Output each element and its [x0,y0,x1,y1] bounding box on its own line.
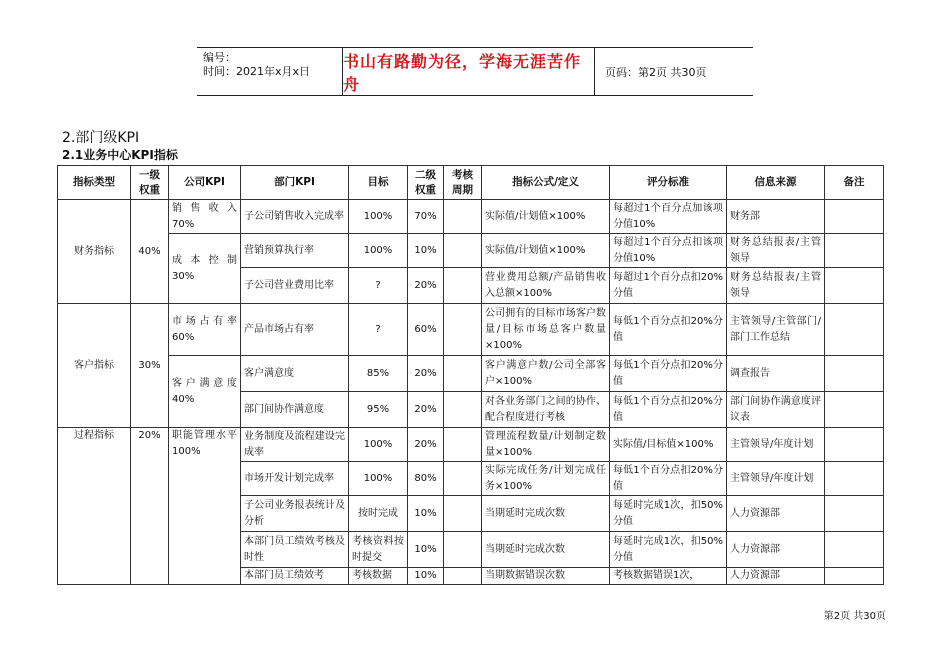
section-title: 2.部门级KPI [62,130,140,146]
target: 考核资料按时提交 [349,532,408,568]
period [444,462,482,496]
dept-kpi: 市场开发计划完成率 [241,462,349,496]
dept-kpi: 部门间协作满意度 [241,392,349,428]
target: ? [349,268,408,304]
weight2: 10% [408,532,444,568]
target: 100% [349,462,408,496]
period [444,392,482,428]
scoring: 每超过1个百分点扣该项分值10% [610,234,727,268]
target: 100% [349,234,408,268]
page-footer: 第2页 共30页 [823,611,886,622]
scoring: 每超过1个百分点加该项分值10% [610,200,727,234]
weight2: 20% [408,268,444,304]
scoring: 每低1个百分点扣20%分值 [610,392,727,428]
formula: 管理流程数量/计划制定数量×100% [482,428,610,462]
header-period: 考核 周期 [444,166,482,200]
weight2: 10% [408,568,444,585]
source: 部门间协作满意度评议表 [727,392,825,428]
weight2: 70% [408,200,444,234]
formula: 当期延时完成次数 [482,532,610,568]
source: 人力资源部 [727,532,825,568]
header-weight1: 一级 权重 [131,166,169,200]
formula: 实际值/计划值×100% [482,200,610,234]
formula: 当期延时完成次数 [482,496,610,532]
type-customer: 客户指标 [58,304,131,428]
note [825,568,884,585]
source: 主管领导/年度计划 [727,462,825,496]
period [444,200,482,234]
period [444,428,482,462]
formula: 对各业务部门之间的协作、配合程度进行考核 [482,392,610,428]
scoring: 每低1个百分点扣20%分值 [610,356,727,392]
note [825,428,884,462]
weight2: 20% [408,428,444,462]
note [825,392,884,428]
dept-kpi: 本部门员工绩效考核及时性 [241,532,349,568]
header-company-kpi: 公司KPI [169,166,241,200]
formula: 实际值/计划值×100% [482,234,610,268]
scoring: 每低1个百分点扣20%分值 [610,304,727,356]
source: 财务总结报表/主管领导 [727,234,825,268]
note [825,496,884,532]
scoring: 每低1个百分点扣20%分值 [610,462,727,496]
weight2: 10% [408,234,444,268]
header-scoring: 评分标准 [610,166,727,200]
target: 95% [349,392,408,428]
weight2: 10% [408,496,444,532]
dept-kpi: 业务制度及流程建设完成率 [241,428,349,462]
table-row [58,428,884,462]
note [825,356,884,392]
source: 主管领导/主管部门/部门工作总结 [727,304,825,356]
scoring: 每延时完成1次，扣50%分值 [610,496,727,532]
type-finance: 财务指标 [58,200,131,304]
weight2: 60% [408,304,444,356]
period [444,496,482,532]
source: 财务部 [727,200,825,234]
source: 主管领导/年度计划 [727,428,825,462]
target: 85% [349,356,408,392]
period [444,234,482,268]
table-row [58,356,884,392]
page-header [197,47,753,96]
dept-kpi: 子公司营业费用比率 [241,268,349,304]
source: 人力资源部 [727,496,825,532]
company-kpi-cost: 成 本 控 制30% [169,234,241,304]
header-formula: 指标公式/定义 [482,166,610,200]
formula: 营业费用总额/产品销售收入总额×100% [482,268,610,304]
type-process: 过程指标 [58,428,131,585]
source: 人力资源部 [727,568,825,585]
header-note: 备注 [825,166,884,200]
formula: 公司拥有的目标市场客户数量/目标市场总客户数量×100% [482,304,610,356]
period [444,532,482,568]
subsection-title: 2.1业务中心KPI指标 [62,148,178,162]
company-kpi-mgmt: 职能管理水平100% [169,428,241,585]
period [444,304,482,356]
dept-kpi: 客户满意度 [241,356,349,392]
period [444,568,482,585]
weight-customer: 30% [131,304,169,428]
note [825,462,884,496]
number-label: 编号： [203,51,236,64]
dept-kpi: 本部门员工绩效考 [241,568,349,585]
weight2: 80% [408,462,444,496]
company-kpi-sales: 销 售 收 入70% [169,200,241,234]
dept-kpi: 产品市场占有率 [241,304,349,356]
company-kpi-satisfaction: 客户满意度40% [169,356,241,428]
target: 考核数据 [349,568,408,585]
weight2: 20% [408,356,444,392]
formula: 客户满意户数/公司全部客户×100% [482,356,610,392]
company-kpi-market: 市场占有率60% [169,304,241,356]
dept-kpi: 子公司业务报表统计及分析 [241,496,349,532]
target: 100% [349,428,408,462]
note [825,200,884,234]
table-row [58,200,884,234]
formula: 实际完成任务/计划完成任务×100% [482,462,610,496]
target: ? [349,304,408,356]
weight2: 20% [408,392,444,428]
target: 100% [349,200,408,234]
table-header-row [58,166,884,200]
formula: 当期数据错误次数 [482,568,610,585]
note [825,268,884,304]
note [825,532,884,568]
note [825,234,884,268]
period [444,356,482,392]
header-motto: 书山有路勤为径，学海无涯苦作舟 [342,48,595,95]
weight-finance: 40% [131,200,169,304]
header-target: 目标 [349,166,408,200]
source: 调查报告 [727,356,825,392]
note [825,304,884,356]
weight-process: 20% [131,428,169,585]
header-weight2: 二级 权重 [408,166,444,200]
header-dept-kpi: 部门KPI [241,166,349,200]
dept-kpi: 子公司销售收入完成率 [241,200,349,234]
time-label: 时间：2021年x月x日 [203,65,311,78]
scoring: 每延时完成1次，扣50%分值 [610,532,727,568]
target: 按时完成 [349,496,408,532]
scoring: 考核数据错误1次， [610,568,727,585]
table-row [58,234,884,268]
period [444,268,482,304]
kpi-table [57,165,884,585]
header-meta [197,48,342,95]
dept-kpi: 营销预算执行率 [241,234,349,268]
header-page-label: 页码：第2页 共30页 [605,65,707,79]
table-row [58,304,884,356]
source: 财务总结报表/主管领导 [727,268,825,304]
header-type: 指标类型 [58,166,131,200]
header-source: 信息来源 [727,166,825,200]
scoring: 实际值/目标值×100% [610,428,727,462]
scoring: 每超过1个百分点扣20%分值 [610,268,727,304]
